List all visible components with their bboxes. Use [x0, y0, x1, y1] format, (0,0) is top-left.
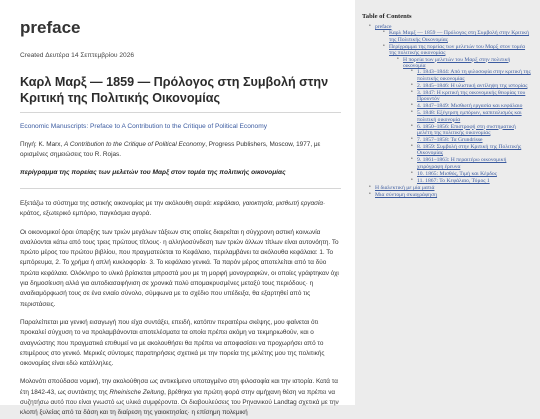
toc-link[interactable]: Καρλ Μαρξ — 1859 — Πρόλογος στη Συμβολή στην Κριτική της Πολιτικής Οικονομίας — [389, 30, 530, 43]
toc-link[interactable]: 2. 1845–1846: Η υλιστική αντίληψη της ιστορίας — [417, 82, 528, 89]
toc-link[interactable]: Η διαλεκτική με μία ματιά — [375, 184, 435, 191]
toc-item[interactable] — [384, 30, 532, 43]
source-suffix: , Progress Publishers, Moscow, 1977, με ορισμένες σημειώσεις του R. Rojas. — [20, 141, 321, 158]
toc-item[interactable] — [412, 90, 532, 103]
paragraph-4-text-a: Μολονότι σπούδασα νομική, την ακολούθησα ως αντικείμενο υποταγμένο στη φιλοσοφία και την ιστορία. Κατά τα έτη 1842-43, ως συντάκτης της — [20, 378, 338, 396]
section-subheading: περίγραμμα της πορείας των μελετών του Μαρξ στον τομέα της πολιτικής οικονομίας — [20, 169, 286, 176]
toc-list — [362, 24, 532, 198]
document-title: Καρλ Μαρξ — 1859 — Πρόλογος στη Συμβολή στην Κριτική της Πολιτικής Οικονομίας — [20, 75, 329, 105]
paragraph-1 — [20, 199, 341, 220]
toc-link[interactable]: preface — [375, 24, 392, 30]
toc-link[interactable]: 1. 1843–1844: Από τη φιλοσοφία στην κριτική της πολιτικής οικονομίας — [417, 69, 531, 82]
source-book-title: A Contribution to the Critique of Political Economy — [64, 141, 206, 148]
paragraph-4 — [20, 377, 341, 418]
paragraph-4-italic: Rheinische Zeitung — [109, 388, 165, 396]
source-link-text[interactable]: Economic Manuscripts: Preface to A Contribution to the Critique of Political Economy — [20, 123, 268, 130]
source-citation — [20, 140, 341, 160]
toc-item[interactable] — [412, 137, 532, 143]
toc-item[interactable] — [412, 157, 532, 170]
toc-link[interactable]: Η πορεία των μελετών του Μαρξ στην πολιτική οικονομία — [403, 56, 511, 70]
paragraph-4-text-c: , βρέθηκα για πρώτη φορά στην αμήχανη θέση να πρέπει να συζητήσω αυτό που είναι γνωστό ως υλικά συμφέροντα. Οι διαβουλεύσεις του Ρηνανικού Landtag σχετικά με την κλοπή ξυλείας από τα δάση και τη διαίρεση της γαιοκτησίας· η επίσημη πολεμική — [20, 388, 339, 417]
toc-item[interactable] — [370, 185, 532, 191]
toc-link[interactable]: 5. 1848: Εξέγερση εμπόρων, καπιταλισμός και πολιτική οικονομία — [417, 110, 522, 123]
paragraph-1-italic: κεφάλαιο, γαιοκτησία, μισθωτή εργασία — [213, 200, 324, 207]
source-prefix: Πηγή: K. Marx, — [20, 141, 65, 148]
toc-link[interactable]: 9. 1861–1863: Η περαιτέρω οικονομική χειρόγραφη έρευνα — [417, 157, 507, 170]
toc-link[interactable]: 4. 1847–1849: Μισθωτή εργασία και κεφάλαιο — [417, 103, 523, 110]
paragraph-2: Οι οικονομικοί όροι ύπαρξης των τριών μεγάλων τάξεων στις οποίες διαιρείται η σύγχρονη αστική κοινωνία αναλύονται κάτω από τους τρεις πρώτους τίτλους· η αλληλοσύνδεση των τριών άλλων τίτλων είναι αυτονόητη. Το πρώτο μέρος του πρώτου βιβλίου, που πραγματεύεται το Κεφάλαιο, περιλαμβάνει τα ακόλουθα κεφάλαια: 1. Το εμπόρευμα, 2. Το χρήμα ή απλή κυκλοφορία· 3. Το κεφάλαιο γενικά. Τα παρόν μέρος αποτελείται από τα δύο πρώτα κεφάλαια. Ολόκληρο το υλικό βρίσκεται μπροστά μου με τη μορφή μονογραφιών, οι οποίες γράφτηκαν όχι για δημοσίευση αλλά για αυτοδιασαφήνιση σε χρονικά πολύ απομακρυσμένες μεταξύ τους περιόδους· η αναδιαμόρφωσή τους σε ένα ενιαίο σύνολο, σύμφωνα με το σχέδιο που υπέδειξα, θα εξαρτηθεί από τις περιστάσεις. — [20, 228, 339, 308]
toc-item[interactable] — [412, 103, 532, 109]
toc-item[interactable] — [412, 178, 532, 184]
toc-link[interactable]: 10. 1865: Μισθός, Τιμή και Κέρδος — [417, 170, 497, 177]
paragraph-3: Παραλείπεται μια γενική εισαγωγή που είχα συντάξει, επειδή, κατόπιν περαιτέρω σκέψης, μου φαίνεται ότι προκαλεί σύγχυση το να προλαμβάνονται αποτελέσματα τα οποία πρέπει ακόμη να τεκμηριωθούν, και ο αναγνώστης που πραγματικά επιθυμεί να με ακολουθήσει θα πρέπει να αποφασίσει να προχωρήσει από το επιμέρους στο γενικό. Μερικές σύντομες παρατηρήσεις σχετικά με την πορεία της μελέτης μου της πολιτικής οικονομίας είναι εδώ κατάλληλες. — [20, 318, 325, 368]
toc-link[interactable]: Περίγραμμα της πορείας των μελετών του Μαρξ στον τομέα της πολιτικής οικονομίας — [389, 43, 526, 57]
toc-link[interactable]: 3. 1847: Η κριτική της οικονομικής θεωρίας του Προυντόν — [417, 89, 526, 103]
toc-link[interactable]: 8. 1859: Συμβολή στην Κριτική της Πολιτικής Οικονομίας — [417, 144, 522, 157]
created-date: Created Δευτέρα 14 Σεπτεμβρίου 2026 — [20, 52, 135, 59]
toc-item[interactable] — [370, 24, 532, 184]
toc-link[interactable]: 6. 1850–1856: Επιστροφή στη συστηματική μελέτη της πολιτικής οικονομίας — [417, 123, 516, 137]
toc-link[interactable]: 11. 1867: Το Κεφάλαιο, Τόμος 1 — [417, 177, 490, 184]
toc-link[interactable]: 7. 1857–1858: Τα Grundrisse — [417, 137, 483, 144]
paragraph-1-text-c: · κράτος, εξωτερικό εμπόριο, παγκόσμια αγορά. — [20, 200, 326, 218]
source-link[interactable] — [20, 123, 341, 130]
toc-item[interactable] — [370, 192, 532, 198]
title-divider — [20, 112, 341, 113]
toc-item[interactable] — [412, 171, 532, 177]
page-title: preface — [20, 18, 81, 37]
toc-item[interactable] — [412, 83, 532, 89]
paragraph-1-text-a: Εξετάζω το σύστημα της αστικής οικονομίας με την ακόλουθη σειρά: — [20, 200, 214, 207]
toc-item[interactable] — [398, 57, 532, 185]
table-of-contents-sidebar — [358, 0, 540, 405]
toc-item[interactable] — [412, 69, 532, 82]
toc-item[interactable] — [412, 124, 532, 137]
toc-item[interactable] — [412, 110, 532, 123]
toc-link[interactable]: Μια σύντομη σκιαγράφηση — [375, 191, 438, 198]
toc-item[interactable] — [412, 144, 532, 157]
toc-title: Table of Contents — [362, 13, 412, 20]
subheading-divider — [20, 188, 341, 189]
toc-item[interactable] — [384, 44, 532, 184]
